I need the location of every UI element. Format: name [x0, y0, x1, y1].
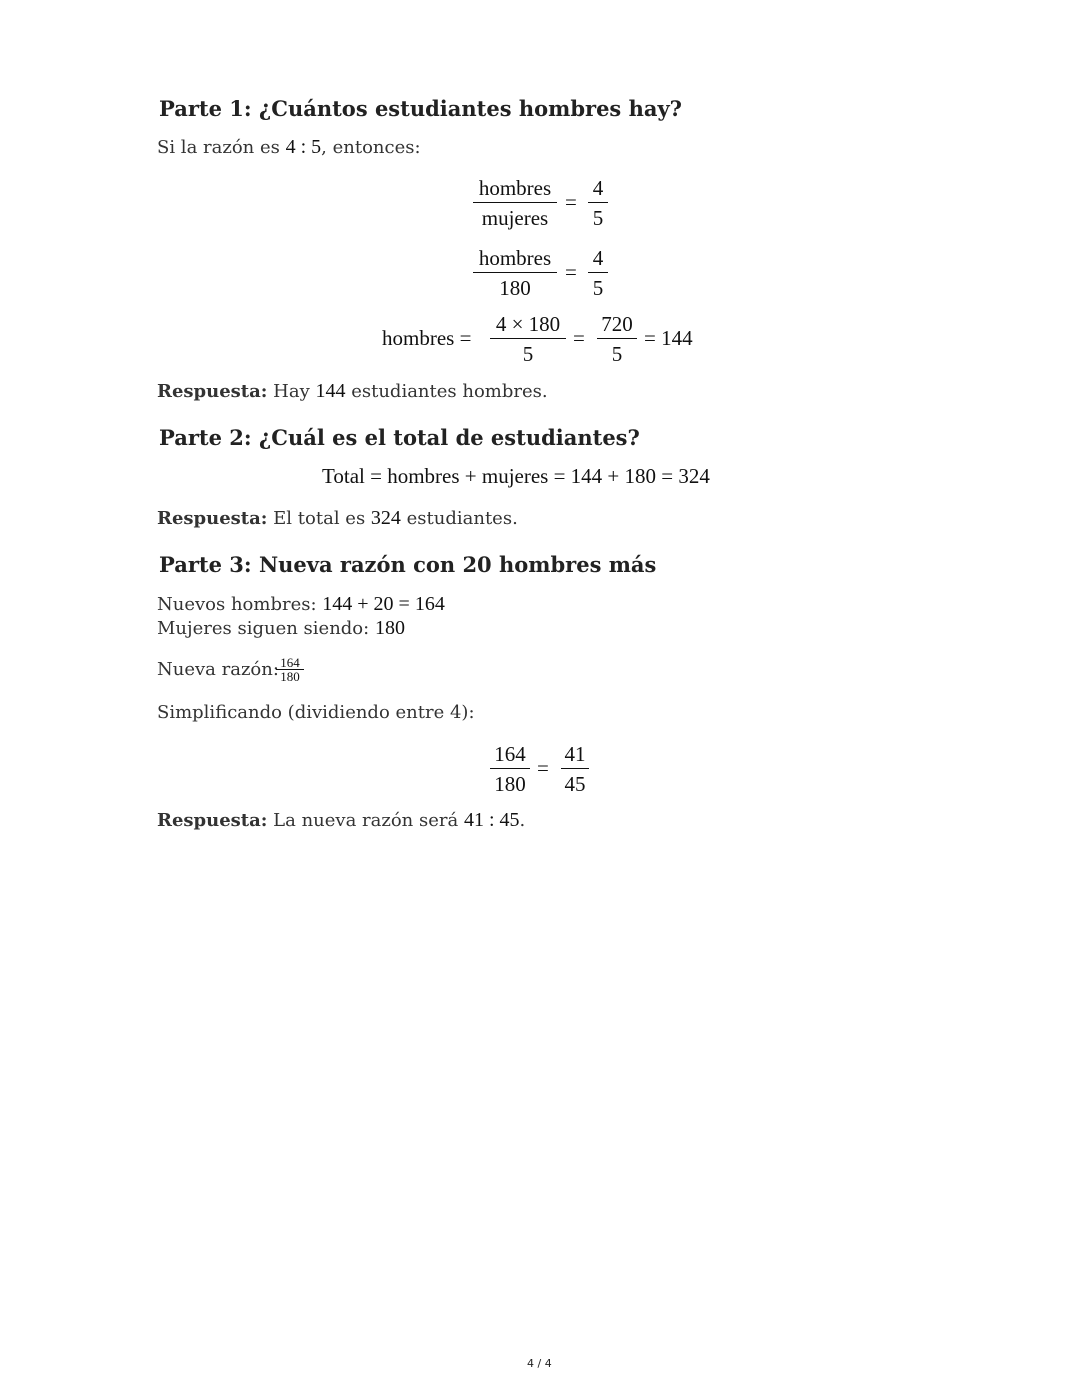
answer-label: Respuesta:: [157, 381, 268, 402]
equation-result: = 144: [644, 326, 693, 350]
fraction-164-180-inline: [276, 656, 304, 683]
fraction-bar: [597, 338, 637, 339]
fraction-numerator: hombres: [478, 176, 552, 200]
fraction-denominator: 45: [564, 772, 586, 796]
answer-suffix: estudiantes.: [400, 508, 518, 529]
equals-sign: =: [565, 190, 577, 214]
line-text: Mujeres siguen siendo:: [157, 618, 375, 639]
fraction-denominator: mujeres: [481, 206, 549, 230]
part2-equation: Total = hombres + mujeres = 144 + 180 = 324: [322, 464, 710, 488]
fraction-bar: [490, 338, 566, 339]
answer-value: 41 : 45: [463, 809, 520, 831]
fraction-bar: [490, 768, 530, 769]
fraction-41-45: [561, 741, 589, 797]
answer-prefix: El total es: [267, 508, 371, 529]
fraction-bar: [473, 202, 557, 203]
part3-ratio-label: Nueva razón:: [157, 659, 279, 680]
part3-new-men-line: [157, 593, 445, 616]
line-math: 180: [374, 617, 405, 639]
answer-prefix: Hay: [267, 381, 316, 402]
answer-suffix: .: [519, 810, 526, 831]
part2-answer: [157, 507, 518, 530]
part3-heading: Parte 3: Nueva razón con 20 hombres más: [159, 552, 657, 577]
fraction-bar: [561, 768, 589, 769]
fraction-4x180-5: [490, 311, 566, 367]
equation-lhs: hombres =: [382, 326, 472, 350]
fraction-numerator: 4 × 180: [495, 312, 561, 336]
page-number: 4 / 4: [527, 1357, 552, 1370]
part1-intro-suffix: , entonces:: [321, 137, 421, 158]
part1-intro: [157, 136, 421, 159]
fraction-denominator: 180: [494, 772, 526, 796]
fraction-720-5: [597, 311, 637, 367]
part3-answer: [157, 809, 525, 832]
part1-answer: [157, 380, 548, 403]
answer-label: Respuesta:: [157, 508, 268, 529]
fraction-hombres-mujeres: [473, 175, 557, 231]
fraction-numerator: 4: [592, 176, 604, 200]
answer-value: 144: [315, 380, 346, 402]
part1-intro-prefix: Si la razón es: [157, 137, 286, 158]
fraction-4-5: [588, 245, 608, 301]
part3-simplify-text: Simplificando (dividiendo entre 4):: [157, 702, 475, 723]
part3-women-line: [157, 617, 405, 640]
fraction-denominator: 5: [592, 206, 604, 230]
fraction-164-180: [490, 741, 530, 797]
answer-value: 324: [370, 507, 401, 529]
line-text: Nuevos hombres:: [157, 594, 323, 615]
fraction-numerator: 164: [280, 655, 300, 670]
equals-sign: =: [565, 260, 577, 284]
fraction-denominator: 5: [611, 342, 623, 366]
fraction-4-5: [588, 175, 608, 231]
fraction-bar: [588, 202, 608, 203]
fraction-denominator: 5: [522, 342, 534, 366]
answer-suffix: estudiantes hombres.: [345, 381, 548, 402]
equals-sign: =: [573, 326, 585, 350]
answer-prefix: La nueva razón será: [267, 810, 464, 831]
fraction-numerator: hombres: [478, 246, 552, 270]
fraction-numerator: 41: [564, 742, 586, 766]
fraction-denominator: 180: [280, 669, 300, 684]
fraction-numerator: 4: [592, 246, 604, 270]
fraction-denominator: 180: [499, 276, 531, 300]
answer-label: Respuesta:: [157, 810, 268, 831]
fraction-hombres-180: [473, 245, 557, 301]
fraction-bar: [473, 272, 557, 273]
part2-heading: Parte 2: ¿Cuál es el total de estudiantes?: [159, 425, 640, 450]
fraction-bar: [588, 272, 608, 273]
fraction-numerator: 164: [494, 742, 526, 766]
part1-heading: Parte 1: ¿Cuántos estudiantes hombres hay?: [159, 96, 682, 121]
fraction-numerator: 720: [601, 312, 633, 336]
line-math: 144 + 20 = 164: [322, 593, 445, 615]
fraction-denominator: 5: [592, 276, 604, 300]
equals-sign: =: [537, 756, 549, 780]
part1-intro-ratio: 4 : 5: [285, 136, 322, 158]
